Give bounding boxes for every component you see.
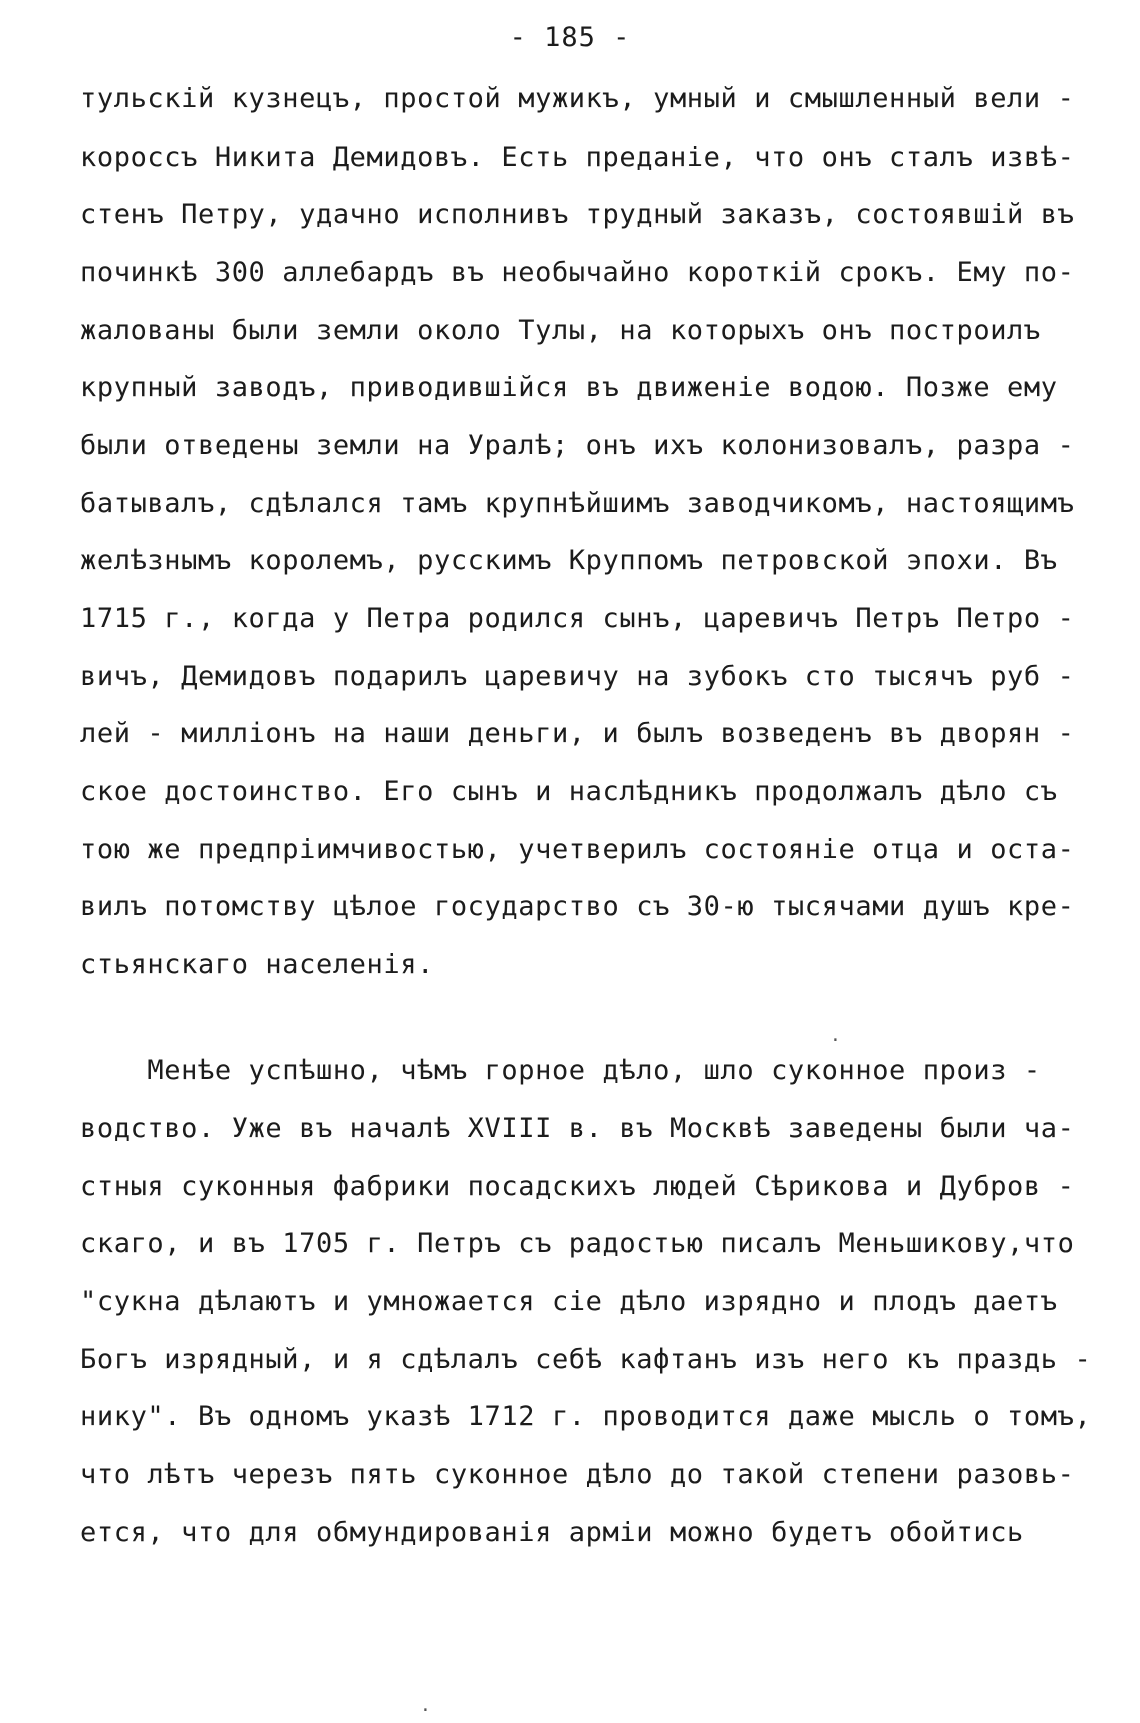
text-line: Менѣе успѣшно, чѣмъ горное дѣло, шло суконное произ - — [80, 1055, 1041, 1086]
text-line: "сукна дѣлаютъ и умножается сіе дѣло изрядно и плодъ даетъ — [80, 1286, 1058, 1317]
text-line: ется, что для обмундированія арміи можно будетъ обойтись — [80, 1517, 1024, 1548]
text-line: были отведены земли на Уралѣ; онъ ихъ колонизовалъ, разра - — [80, 430, 1075, 461]
text-line: желѣзнымъ королемъ, русскимъ Круппомъ петровской эпохи. Въ — [80, 545, 1058, 576]
text-line: лей - миллiонъ на наши деньги, и былъ возведенъ въ дворян - — [80, 718, 1075, 749]
text-line: ское достоинство. Его сынъ и наслѣдникъ продолжалъ дѣло съ — [80, 776, 1058, 807]
text-line: тою же предпріимчивостью, учетверилъ состояніе отца и оста- — [80, 834, 1075, 865]
text-line: вичъ, Демидовъ подарилъ царевичу на зубокъ сто тысячъ руб - — [80, 661, 1075, 692]
text-line: водство. Уже въ началѣ XVIII в. въ Москвѣ заведены были ча- — [80, 1113, 1075, 1144]
text-line: скаго, и въ 1705 г. Петръ съ радостью писалъ Меньшикову,что — [80, 1228, 1075, 1259]
text-line: батывалъ, сдѣлался тамъ крупнѣйшимъ заводчикомъ, настоящимъ — [80, 488, 1075, 519]
text-line: крупный заводъ, приводившійся въ движеніе водою. Позже ему — [80, 372, 1058, 403]
text-line: Богъ изрядный, и я сдѣлалъ себѣ кафтанъ изъ него къ праздь - — [80, 1344, 1092, 1375]
text-line: починкѣ 300 аллебардъ въ необычайно короткій срокъ. Ему по- — [80, 257, 1075, 288]
page-number: - 185 - — [509, 22, 631, 53]
text-line: 1715 г., когда у Петра родился сынъ, царевичъ Петръ Петро - — [80, 603, 1075, 634]
text-line: вилъ потомству цѣлое государство съ 30-ю тысячами душъ кре- — [80, 891, 1075, 922]
text-line: короссъ Никита Демидовъ. Есть преданіе, что онъ сталъ извѣ- — [80, 142, 1075, 173]
text-line: стенъ Петру, удачно исполнивъ трудный заказъ, состоявшій въ — [80, 199, 1075, 230]
text-line: стьянскаго населенія. — [80, 949, 434, 980]
scan-speck: · — [420, 1700, 431, 1721]
text-line: стныя суконныя фабрики посадскихъ людей Сѣрикова и Дубров - — [80, 1171, 1075, 1202]
text-line: нику". Въ одномъ указѣ 1712 г. проводится даже мысль о томъ, — [80, 1401, 1092, 1432]
text-line: что лѣтъ черезъ пять суконное дѣло до такой степени разовь- — [80, 1459, 1075, 1490]
scan-speck: · — [830, 1030, 841, 1051]
text-line: тульскій кузнецъ, простой мужикъ, умный и смышленный вели - — [80, 83, 1075, 114]
text-line: жалованы были земли около Тулы, на которыхъ онъ построилъ — [80, 315, 1041, 346]
